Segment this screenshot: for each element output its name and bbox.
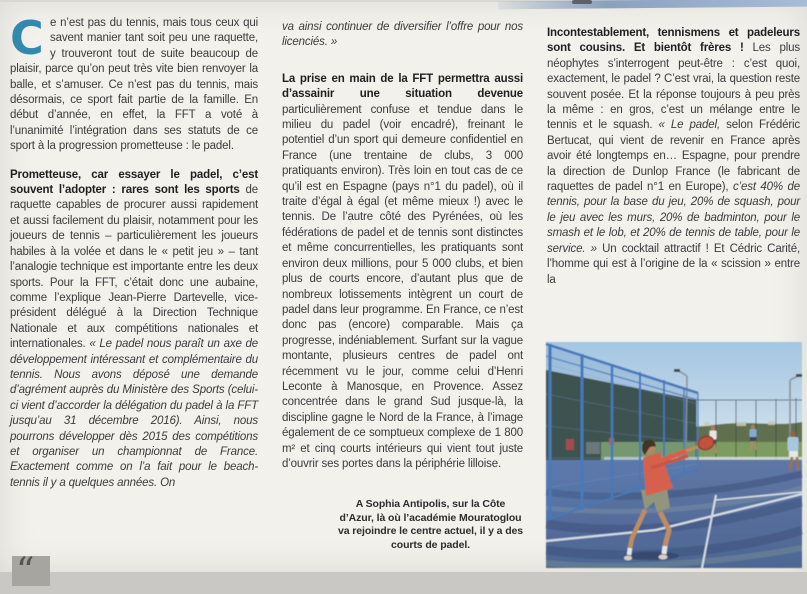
text-run: selon Frédéric Bertucat, qui vient de revenir en France après avoir été longtemps en… Espagne, pour prendre la direction de Dunlop France (le fabricant de raquettes de padel n°1 en Europe), xyxy=(547,119,801,194)
text-run: Un cocktail attractif ! Et Cédric Carité, l’homme qui est à l’origine de la « scission » entre la xyxy=(547,242,801,286)
drop-cap: C xyxy=(10,11,44,65)
text-run: particulièrement confuse et tendue dans le milieu du padel (voir encadré), freinant le potentiel d’un sport qui demeure confidentiel en France (une trentaine de clubs, 3 000 pratiquants environ). Très loin en tout cas de ce qu’il est en Espagne (pays n°1 du padel), où il traite d’égal à égal (et même mieux !) avec le tennis. De l’autre côté des Pyrénées, où les fédérations de padel et de tennis sont distinctes et même concurrentielles, les pratiquants sont environ deux millions, pour 5 000 clubs, et bien plus de courts encore, d’autant plus que de nombreux lotissements intègrent un court de padel dans leur programme. En France, ce n’est donc pas (encore) comparable. Mais ça progresse, indéniablement. Surfant sur la vague montante, plusieurs centres de padel ont récemment vu le jour, comme celui d’Henri Leconte à Manosque, en Provence. Assez concentrée dans le grand Sud jusque-là, la discipline gagne le Nord de la France, à l’image également de ce somptueux complexe de 1 800 m² et cinq courts intérieurs qui vient tout juste d’ouvrir ses portes dans la périphérie lilloise. xyxy=(282,103,523,470)
text-run: de raquette capables de procurer aussi rapidement et aussi facilement du plaisir, notamment pour les joueurs de tennis – particulièrement les joueurs habiles à la volée et dans le « petit jeu » – tant l’analogie technique est importante entre les deux sports. Pour la FFT, c’était donc une aubaine, comme l’explique Jean-Pierre Dartevelle, vice-président délégué à la Direction Technique Nationale et aux compétitions nationales et internationales. xyxy=(10,184,258,351)
text-run: Incontestablement, tennismens et padeleurs sont cousins. Et bientôt frères ! xyxy=(547,27,800,55)
padel-court-photo xyxy=(546,342,802,568)
text-run: Les plus néophytes s’interrogent peut-être : c’est quoi, exactement, le padel ? C’est vrai, la question reste souvent posée. Et la réponse toujours à peu près la même : en gros, c’est un mélange entre le tennis et le squash. xyxy=(547,42,800,132)
pullquote-glyph: “ xyxy=(16,551,33,592)
column-2 xyxy=(282,20,523,552)
text-run: Prometteuse, car essayer le padel, c’est souvent l’adopter : rares sont les sports xyxy=(10,168,258,197)
text-run: « Le padel nous paraît un axe de développement intéressant et complémentaire du tennis. Nous avons déposé une demande d’agrément auprès du Ministère des Sports (celui-ci vient d’accorder la délégation du padel à la FFT jusqu’au 31 décembre 2016). Ainsi, nous pourrons développer dès 2015 des compétitions et organiser un championnat de France. Exactement comme on l’a fait pour le beach-tennis il y a quelques années. On xyxy=(10,338,258,489)
paragraph-intro xyxy=(10,11,258,155)
scan-band-artifact xyxy=(498,0,807,9)
padel-court-photo-art xyxy=(546,342,802,568)
column-3 xyxy=(547,26,800,301)
text-run: « Le padel, xyxy=(658,119,727,132)
scan-speck-artifact xyxy=(572,0,592,4)
paragraph-fft-prise-en-main xyxy=(282,72,523,473)
photo-caption: A Sophia Antipolis, sur la Côte d’Azur, là où l’académie Mouratoglou va rejoindre le centre actuel, il y a des courts de padel. xyxy=(338,498,523,551)
text-run: va ainsi continuer de diversifier l’offre pour nos licenciés. » xyxy=(282,21,523,49)
text-run: La prise en main de la FFT permettra aussi d’assainir une situation devenue xyxy=(282,72,523,101)
paragraph-quote-continuation xyxy=(282,20,523,51)
paragraph-prometteuse xyxy=(10,168,258,492)
pullquote-badge xyxy=(12,551,50,592)
text-run: c’est 40% de tennis, pour la base du jeu, 20% de squash, pour le jeu avec les murs, 20% de badminton, pour le smash et le lob, et 20% de tennis de table, pour le service. » xyxy=(547,181,800,255)
photo-tint xyxy=(546,342,802,568)
text-run: e n’est pas du tennis, mais tous ceux qui savent manier tant soit peu une raquette, y trouveront tout de suite beaucoup de plaisir, parce qu’on peut très vite bien renvoyer la balle, et s’amuser. Ce n’est pas du tennis, mais désormais, ce sport fait partie de la famille. En début d’année, en effet, la FFT a voté à l’unanimité l’intégration dans ses statuts de ce sport à la progression prometteuse : le padel. xyxy=(10,17,258,153)
column-1 xyxy=(10,11,258,504)
paragraph-cousins xyxy=(547,26,800,288)
